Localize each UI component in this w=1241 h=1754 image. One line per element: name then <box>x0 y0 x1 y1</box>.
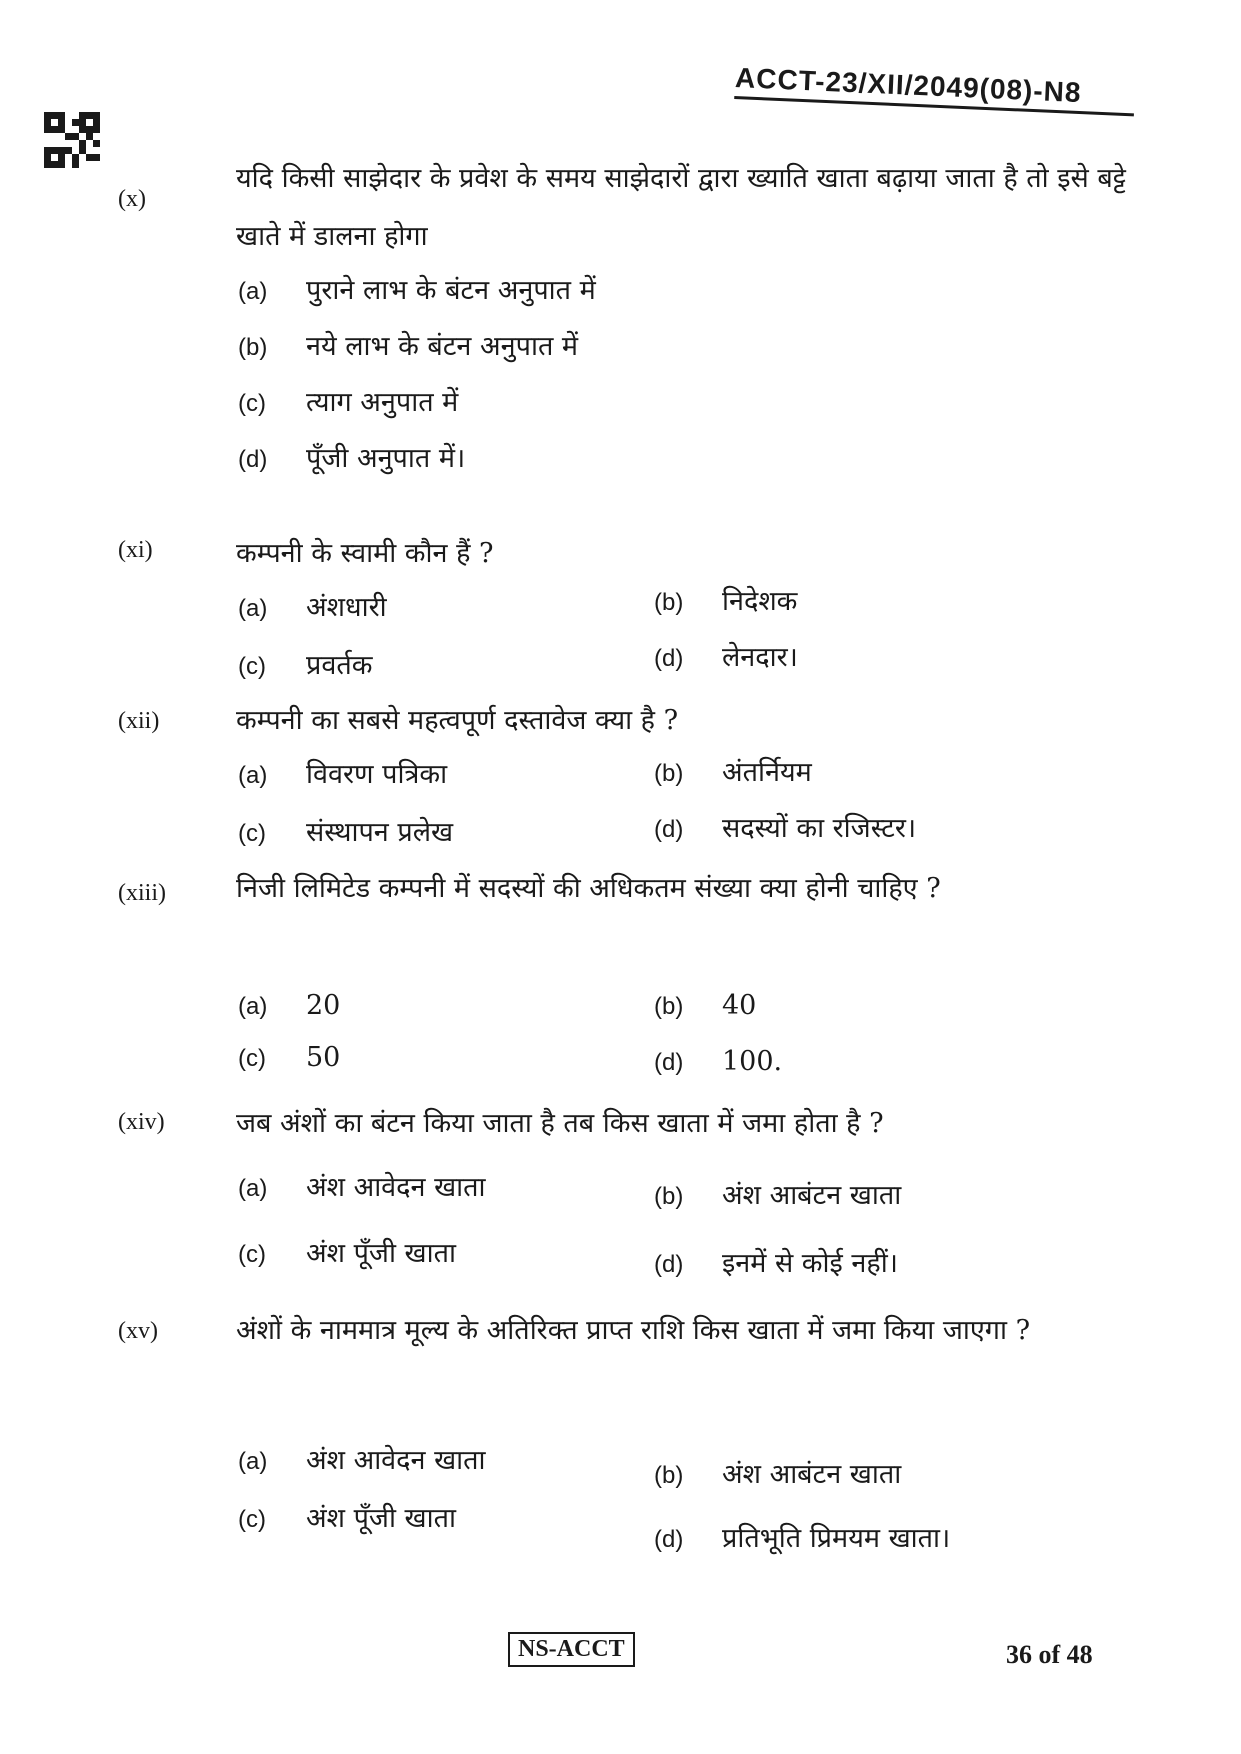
option-text: अंश आबंटन खाता <box>722 1459 902 1490</box>
option-a <box>238 1167 486 1204</box>
option-d <box>654 808 916 845</box>
option-text: अंश पूँजी खाता <box>306 1503 456 1534</box>
option-a <box>238 1440 486 1477</box>
option-label: (b) <box>654 1462 684 1489</box>
option-a <box>238 990 340 1021</box>
option-text: त्याग अनुपात में <box>306 387 459 418</box>
option-c <box>238 382 458 419</box>
option-label: (a) <box>238 1448 268 1475</box>
option-label: (d) <box>238 446 268 473</box>
option-text: नये लाभ के बंटन अनुपात में <box>306 331 579 362</box>
option-text: अंतर्नियम <box>722 757 812 788</box>
option-c <box>238 1498 456 1535</box>
option-text: अंश आवेदन खाता <box>306 1445 486 1476</box>
question-text: जब अंशों का बंटन किया जाता है तब किस खाता में जमा होता है ? <box>236 1108 884 1139</box>
option-label: (c) <box>238 1045 266 1072</box>
option-a <box>238 754 447 791</box>
option-d <box>654 1243 898 1280</box>
option-text: अंशधारी <box>306 592 387 623</box>
option-c <box>238 812 453 849</box>
option-text: विवरण पत्रिका <box>306 759 448 790</box>
question-number: (xii) <box>118 708 160 734</box>
option-label: (d) <box>654 1526 684 1553</box>
question-text: यदि किसी साझेदार के प्रवेश के समय साझेदारों द्वारा ख्याति खाता बढ़ाया जाता है तो इसे बट्टे खाते में डालना होगा <box>236 163 1126 252</box>
option-label: (c) <box>238 390 266 417</box>
option-d <box>654 1046 782 1077</box>
option-b <box>238 326 578 363</box>
option-b <box>654 1175 901 1212</box>
option-text: अंश आबंटन खाता <box>722 1180 902 1211</box>
option-d <box>654 1518 950 1555</box>
option-label: (c) <box>238 1241 266 1268</box>
option-a <box>238 270 596 307</box>
option-label: (b) <box>654 589 684 616</box>
option-d <box>238 438 465 475</box>
option-label: (a) <box>238 993 268 1020</box>
question-text: निजी लिमिटेड कम्पनी में सदस्यों की अधिकतम संख्या क्या होनी चाहिए ? <box>236 873 941 904</box>
option-label: (b) <box>654 1183 684 1210</box>
option-text: पुराने लाभ के बंटन अनुपात में <box>306 275 596 306</box>
question-text: अंशों के नाममात्र मूल्य के अतिरिक्त प्राप्त राशि किस खाता में जमा किया जाएगा ? <box>236 1315 1031 1346</box>
question-number: (xiv) <box>118 1109 165 1135</box>
option-label: (c) <box>238 1506 266 1533</box>
page-number: 36 of 48 <box>1006 1640 1093 1669</box>
option-label: (a) <box>238 278 268 305</box>
option-c <box>238 1042 340 1073</box>
option-text: 40 <box>722 990 757 1021</box>
option-text: सदस्यों का रजिस्टर। <box>722 813 917 844</box>
option-label: (d) <box>654 1251 684 1278</box>
option-label: (b) <box>654 993 684 1020</box>
question-number: (xi) <box>118 537 153 563</box>
option-label: (a) <box>238 595 268 622</box>
footer-code: NS-ACCT <box>508 1632 635 1667</box>
option-a <box>238 587 387 624</box>
option-text: संस्थापन प्रलेख <box>306 817 454 848</box>
option-text: निदेशक <box>722 586 798 617</box>
option-text: इनमें से कोई नहीं। <box>722 1248 898 1279</box>
option-label: (b) <box>238 334 268 361</box>
option-label: (a) <box>238 1175 268 1202</box>
question-number: (xv) <box>118 1318 158 1344</box>
option-text: 20 <box>306 990 341 1021</box>
option-d <box>654 637 798 674</box>
question-text: कम्पनी का सबसे महत्वपूर्ण दस्तावेज क्या है ? <box>236 705 679 736</box>
option-label: (b) <box>654 760 684 787</box>
option-label: (d) <box>654 645 684 672</box>
question-number: (x) <box>118 186 146 212</box>
option-label: (c) <box>238 653 266 680</box>
option-c <box>238 1233 456 1270</box>
option-text: प्रवर्तक <box>306 650 373 681</box>
qr-code-icon <box>44 112 100 168</box>
option-b <box>654 752 812 789</box>
document-code: ACCT-23/XII/2049(08)-N8 <box>734 62 1135 116</box>
question-number: (xiii) <box>118 880 166 906</box>
option-text: प्रतिभूति प्रिमयम खाता। <box>722 1523 951 1554</box>
option-b <box>654 990 756 1021</box>
option-text: लेनदार। <box>722 642 798 673</box>
option-label: (d) <box>654 1049 684 1076</box>
question-text: कम्पनी के स्वामी कौन हैं ? <box>236 538 494 569</box>
option-b <box>654 1454 901 1491</box>
option-b <box>654 581 797 618</box>
option-label: (c) <box>238 820 266 847</box>
option-text: 100. <box>722 1046 783 1077</box>
option-text: अंश पूँजी खाता <box>306 1238 456 1269</box>
option-text: पूँजी अनुपात में। <box>306 443 466 474</box>
option-text: अंश आवेदन खाता <box>306 1172 486 1203</box>
option-label: (a) <box>238 762 268 789</box>
option-label: (d) <box>654 816 684 843</box>
option-text: 50 <box>306 1042 341 1073</box>
option-c <box>238 645 373 682</box>
